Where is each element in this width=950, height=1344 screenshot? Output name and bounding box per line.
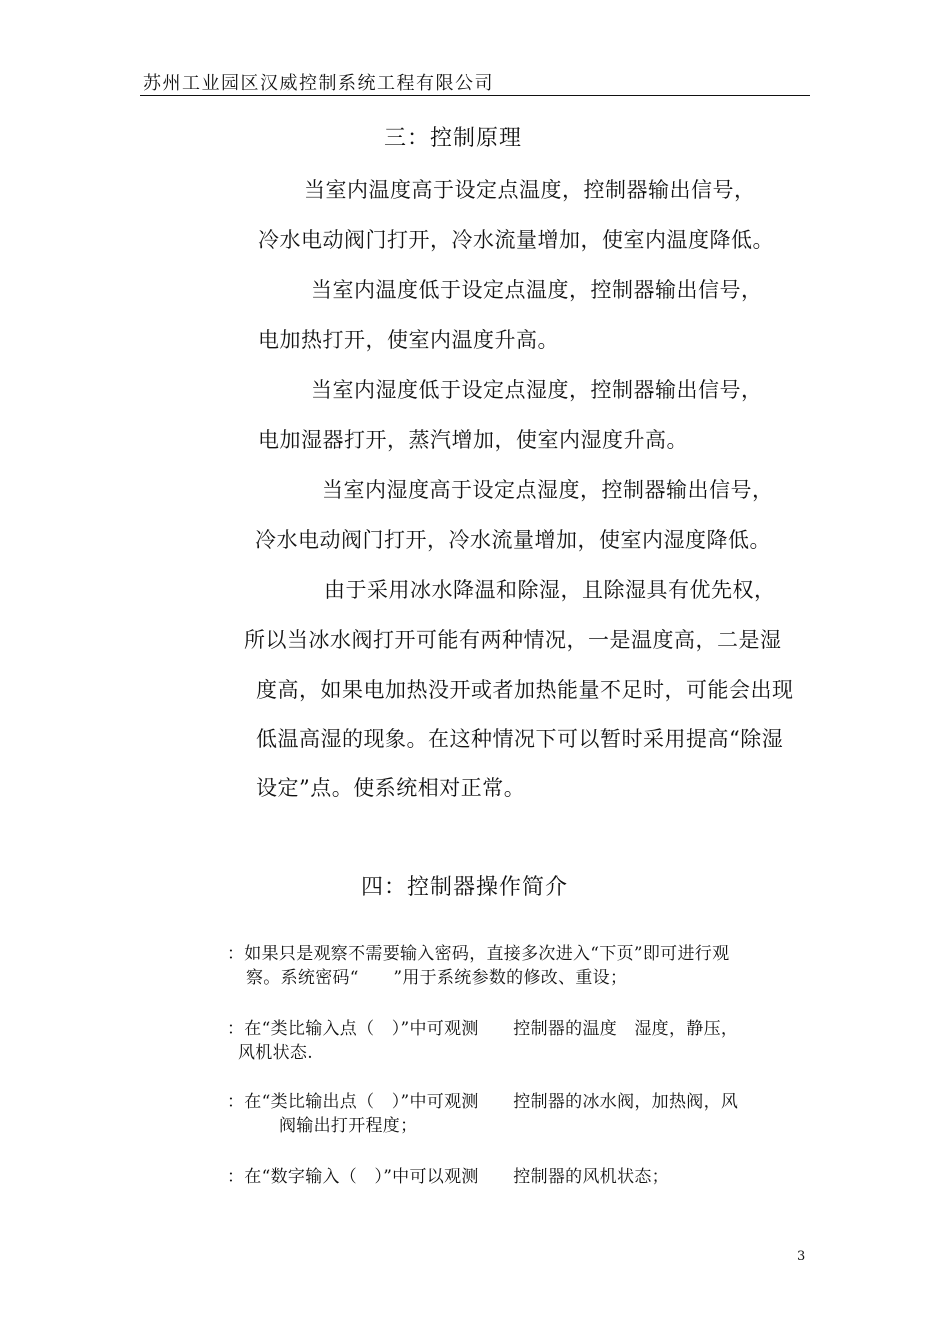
paragraph-line: 度高，如果电加热没开或者加热能量不足时，可能会出现 bbox=[256, 678, 794, 702]
paragraph-line: 当室内湿度低于设定点湿度，控制器输出信号， bbox=[311, 378, 763, 402]
list-item-line: ：在“类比输出点（ ）”中可观测 控制器的冰水阀，加热阀，风 bbox=[227, 1092, 739, 1112]
list-item-line: ：如果只是观察不需要输入密码，直接多次进入“下页”即可进行观 bbox=[227, 944, 730, 964]
paragraph-line: 当室内温度低于设定点温度，控制器输出信号， bbox=[311, 278, 763, 302]
list-item-line: 阀输出打开程度； bbox=[279, 1116, 418, 1136]
paragraph-line: 低温高湿的现象。在这种情况下可以暂时采用提高“除湿 bbox=[256, 727, 784, 751]
paragraph-line: 由于采用冰水降温和除湿，且除湿具有优先权， bbox=[324, 578, 776, 602]
list-item-line: 察。系统密码“ ”用于系统参数的修改、重设； bbox=[246, 968, 628, 988]
company-header: 苏州工业园区汉威控制系统工程有限公司 bbox=[143, 73, 494, 94]
header-rule bbox=[140, 95, 810, 96]
section-4-title: 四：控制器操作简介 bbox=[361, 875, 569, 900]
paragraph-line: 电加热打开，使室内温度升高。 bbox=[258, 328, 559, 352]
paragraph-line: 当室内湿度高于设定点湿度，控制器输出信号， bbox=[322, 478, 774, 502]
paragraph-line: 冷水电动阀门打开，冷水流量增加，使室内温度降低。 bbox=[258, 228, 774, 252]
paragraph-line: 所以当冰水阀打开可能有两种情况，一是温度高，二是湿 bbox=[244, 628, 782, 652]
paragraph-line: 电加湿器打开，蒸汽增加，使室内湿度升高。 bbox=[258, 428, 688, 452]
paragraph-line: 冷水电动阀门打开，冷水流量增加，使室内湿度降低。 bbox=[255, 528, 771, 552]
list-item-line: 风机状态. bbox=[238, 1043, 313, 1063]
section-3-title: 三：控制原理 bbox=[384, 126, 523, 151]
page-number: 3 bbox=[797, 1249, 806, 1264]
paragraph-line: 当室内温度高于设定点温度，控制器输出信号， bbox=[304, 178, 756, 202]
paragraph-line: 设定”点。使系统相对正常。 bbox=[256, 776, 526, 800]
list-item-line: ：在“数字输入（ ）”中可以观测 控制器的风机状态； bbox=[227, 1167, 669, 1187]
list-item-line: ：在“类比输入点（ ）”中可观测 控制器的温度 湿度，静压， bbox=[227, 1019, 739, 1039]
